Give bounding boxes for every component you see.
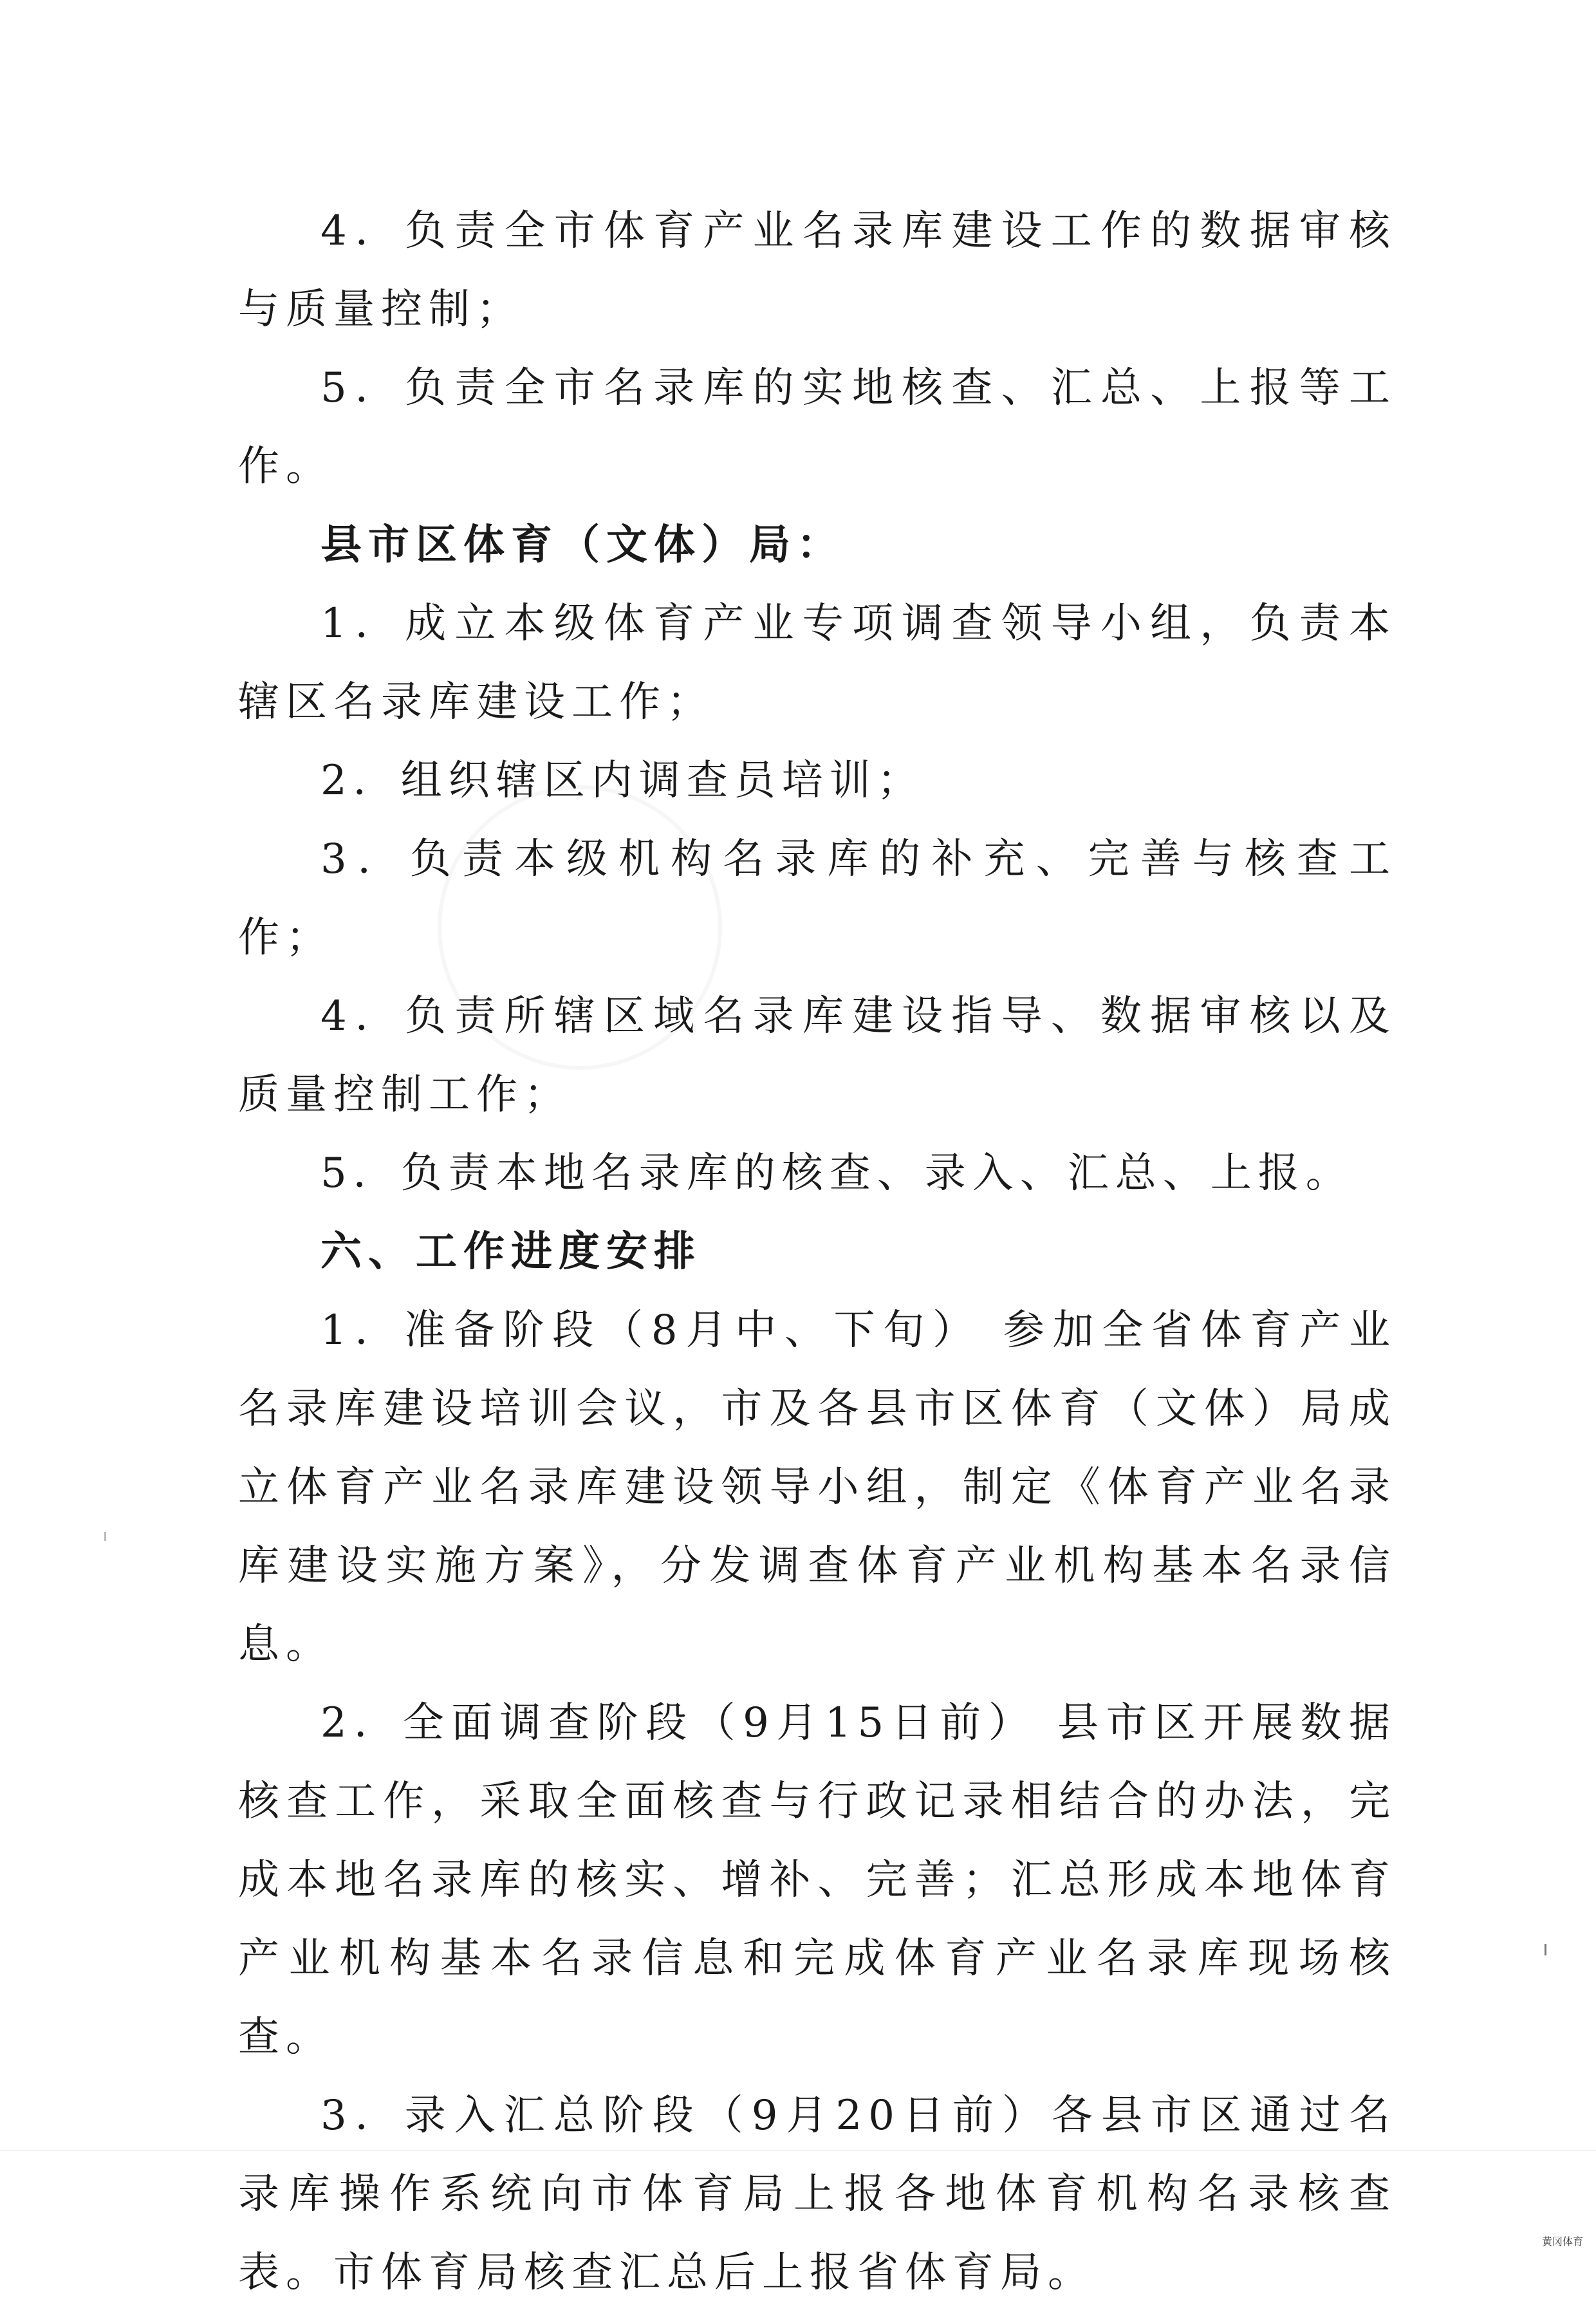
- heading-county-bureau: 县市区体育（文体）局：: [320, 521, 844, 569]
- watermark-logo: 黄冈体育: [1541, 2235, 1583, 2248]
- paragraph-2-training: 2．组织辖区内调查员培训；: [320, 757, 925, 805]
- scan-mark: [104, 1532, 106, 1541]
- schedule-stage-2: 2．全面调查阶段（9月15日前） 县市区开展数据核查工作，采取全面核查与行政记录相结合的办法，完成本地名录库的核实、增补、完善；汇总形成本地体育产业机构基本名录信息和完成体育产业名录库现场核查。: [238, 1699, 1396, 2061]
- schedule-stage-3: 3．录入汇总阶段（9月20日前）各县市区通过名录库操作系统向市体育局上报各地体育机构名录核查表。市体育局核查汇总后上报省体育局。: [238, 2092, 1396, 2297]
- paragraph-4-data-review: 4．负责全市体育产业名录库建设工作的数据审核与质量控制；: [238, 207, 1396, 333]
- paragraph-1-leading-group: 1．成立本级体育产业专项调查领导小组，负责本辖区名录库建设工作；: [238, 600, 1396, 726]
- document-body: [238, 192, 1396, 2312]
- paragraph-5-field-check: 5．负责全市名录库的实地核查、汇总、上报等工作。: [238, 364, 1396, 490]
- heading-schedule: 六、工作进度安排: [320, 1227, 701, 1276]
- paragraph-3-supplement: 3．负责本级机构名录库的补充、完善与核查工作；: [238, 835, 1396, 962]
- scan-mark: [1545, 1944, 1546, 1955]
- paragraph-5-report: 5．负责本地名录库的核查、录入、汇总、上报。: [320, 1150, 1353, 1197]
- schedule-stage-1: 1．准备阶段（8月中、下旬） 参加全省体育产业名录库建设培训会议，市及各县市区体育（文体）局成立体育产业名录库建设领导小组，制定《体育产业名录库建设实施方案》，分发调查体育产业机构基本名录信息。: [238, 1307, 1396, 1668]
- paragraph-4-guidance: 4．负责所辖区域名录库建设指导、数据审核以及质量控制工作；: [238, 993, 1396, 1119]
